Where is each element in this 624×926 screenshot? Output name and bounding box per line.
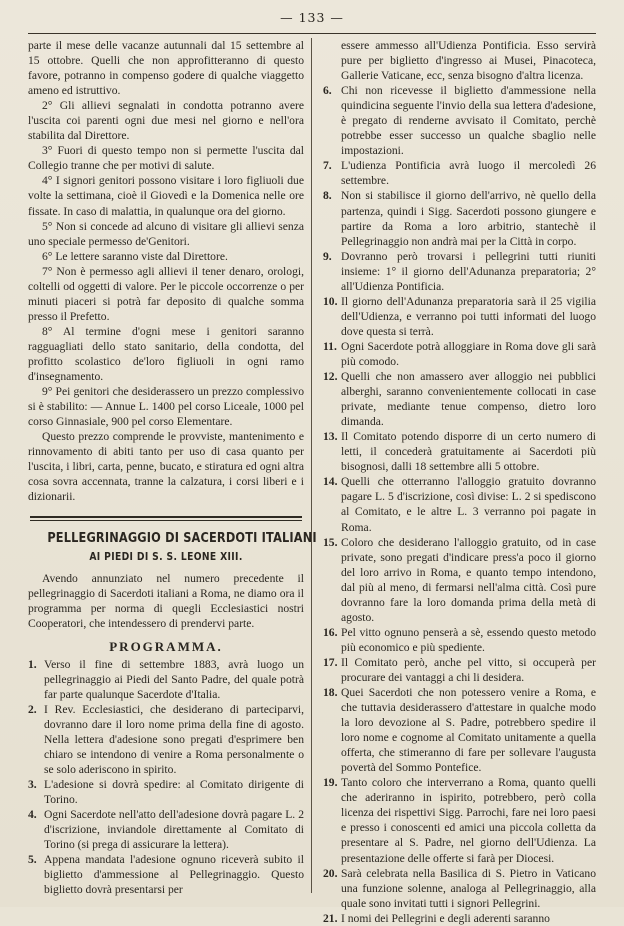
paragraph: 7° Non è permesso agli allievi il tener denaro, orologi, coltelli od oggetti di valore. Per le piccole occorrenze o per minuti piaceri si potrà far deposito di qualche somma presso il Prefetto. <box>28 264 304 323</box>
programma-item <box>323 429 596 474</box>
programma-item <box>323 474 596 534</box>
item-text: I Rev. Ecclesiastici, che desiderano di parteciparvi, dovranno dare il loro nome prima della fine di agosto. Nella lettera d'adesione sono pregati d'esprimere ben chiaro se intendono di venire a Roma personalmente o se solo aderiscono in spirito. <box>44 702 304 777</box>
page-number: — 133 — <box>280 10 344 25</box>
item-number: 19. <box>323 776 338 790</box>
item-number: 12. <box>323 370 338 384</box>
paragraph: 6° Le lettere saranno viste dal Direttore. <box>42 249 228 263</box>
item-text: Ogni Sacerdote potrà alloggiare in Roma dove gli sarà più comodo. <box>341 339 596 368</box>
programma-item <box>28 702 304 777</box>
programma-item <box>323 249 596 294</box>
item-number: 20. <box>323 866 338 880</box>
programma-item <box>323 188 596 248</box>
item-number: 16. <box>323 625 338 639</box>
item-number: 8. <box>323 189 332 203</box>
item-text: Il giorno dell'Adunanza preparatoria sarà il 25 vigilia dell'Udienza, e verranno poi tutti informati del luogo dove questa si terrà. <box>341 294 596 338</box>
item-number: 14. <box>323 475 338 489</box>
item-text: Dovranno però trovarsi i pellegrini tutti riuniti insieme: 1° il giorno dell'Adunanza preparatoria; 2° all'Udienza Pontificia. <box>341 249 596 293</box>
section-rule <box>30 516 302 518</box>
paragraph: parte il mese delle vacanze autunnali dal 15 settembre al 15 ottobre. Quelli che non approfitteranno di questo favore, potranno in compenso godere di qualche viaggetto ameno ed istruttivo. <box>28 39 304 98</box>
item-number: 2. <box>28 702 37 716</box>
programma-item <box>323 369 596 429</box>
paragraph: 3° Fuori di questo tempo non si permette l'uscita dal Collegio tranne che per motivi di salute. <box>28 144 304 173</box>
paragraph: 4° I signori genitori possono visitare i loro figliuoli due volte la settimana, cioè il Giovedì e la Domenica nelle ore fissate. In caso di malattia, in qualunque ora del giorno. <box>28 174 304 218</box>
item-number: 7. <box>323 159 332 173</box>
item-number: 4. <box>28 808 37 822</box>
item-number: 3. <box>28 778 37 792</box>
programma-item <box>323 83 596 158</box>
paragraph: 2° Gli allievi segnalati in condotta potranno avere l'uscita coi parenti ogni due mesi nel giorno e nell'ora stabilita dal Direttore. <box>28 99 304 143</box>
paragraph: 8° Al termine d'ogni mese i genitori saranno ragguagliati dello stato sanitario, della condotta, del profitto scolastico de'loro figliuoli in ogni ramo d'insegnamento. <box>28 324 304 384</box>
item-text: Il Comitato potendo disporre di un certo numero di letti, il concederà gratuitamente ai Sacerdoti più bisognosi, dalli 18 settembre alli 5 ottobre. <box>341 430 596 474</box>
item-text: Verso il fine di settembre 1883, avrà luogo un pellegrinaggio ai Piedi del Santo Padre, del quale potrà far parte qualunque Sacerdote d'Italia. <box>44 657 304 701</box>
item-text: I nomi dei Pellegrini e degli aderenti saranno <box>341 911 550 925</box>
item-text: Quelli che non amassero aver alloggio nei pubblici alberghi, saranno convenientemente collocati in case private, mediante tenue compenso, dietro loro dimanda. <box>341 370 596 429</box>
item-text: Appena mandata l'adesione ognuno riceverà subito il biglietto d'ammessione al Pellegrinaggio. Questo biglietto dovrà presentarsi per <box>44 853 304 897</box>
programma-item <box>323 911 596 926</box>
item-number: 6. <box>323 84 332 98</box>
programma-item <box>28 777 304 807</box>
item-text: L'udienza Pontificia avrà luogo il mercoledì 26 settembre. <box>341 159 596 188</box>
item-number: 9. <box>323 249 332 263</box>
item-text: Coloro che desiderano l'alloggio gratuito, od in case private, sono pregati d'indicare press'a poco il giorno del loro arrivo in Roma, e quanto tempo intendono, dal più al meno, di fermarsi nell'alma città. Così pure dovranno fare la loro domanda prima della metà di agosto. <box>341 535 596 624</box>
continuation-paragraph: essere ammesso all'Udienza Pontificia. Esso servirà pure per biglietto d'ingresso ai Musei, Pinacoteca, Gallerie Vaticane, ecc, senza bisogno d'altra licenza. <box>341 39 596 83</box>
section-subtitle: AI PIEDI DI S. S. LEONE XIII. <box>89 551 243 563</box>
paragraph: 5° Non si concede ad alcuno di visitare gli allievi senza uno speciale permesso de'Genitori. <box>28 219 304 248</box>
right-column <box>323 38 596 926</box>
programma-item <box>323 294 596 339</box>
paragraph: Questo prezzo comprende le provviste, mantenimento e rinnovamento di abiti tanto per uso di casa quanto per l'uscita, i libri, carta, penne, bucato, e stiratura ed ogni altra cosa sovra accennata, tranne la calzatura, i corsi liberi e i dizionarii. <box>28 430 304 504</box>
item-number: 21. <box>323 911 338 925</box>
section-title: PELLEGRINAGGIO DI SACERDOTI ITALIANI <box>47 531 317 547</box>
item-number: 11. <box>323 339 337 353</box>
programma-item <box>323 625 596 655</box>
item-number: 17. <box>323 655 338 669</box>
column-divider <box>311 38 312 893</box>
item-number: 10. <box>323 294 338 308</box>
section-rule-thin <box>30 520 302 521</box>
item-text: Quelli che otterranno l'alloggio gratuito dovranno pagare L. 5 d'iscrizione, così divise: L. 2 si spediscono al Comitato, e le altre L. 3 verranno poi pagate in Roma. <box>341 475 596 534</box>
left-column <box>28 38 317 898</box>
programma-item <box>28 657 304 702</box>
programma-item <box>323 339 596 369</box>
programma-item <box>323 655 596 685</box>
programma-item <box>28 852 304 897</box>
item-number: 18. <box>323 686 338 700</box>
programma-item <box>323 866 596 911</box>
item-number: 1. <box>28 657 37 671</box>
item-text: L'adesione si dovrà spedire: al Comitato dirigente di Torino. <box>44 778 304 807</box>
item-number: 13. <box>323 430 338 444</box>
item-text: Chi non ricevesse il biglietto d'ammessione nella quindicina seguente l'invio della sua lettera d'adesione, è pregato di renderne avvisato il Comitato, perchè potrebbe esser successo un qualche sbaglio nelle impostazioni. <box>341 84 596 158</box>
programma-item <box>28 807 304 852</box>
item-text: Ogni Sacerdote nell'atto dell'adesione dovrà pagare L. 2 d'iscrizione, inviandole direttamente al Comitato di Torino (si prega di assicurare la lettera). <box>44 808 304 852</box>
item-text: Tanto coloro che interverrano a Roma, quanto quelli che aderiranno in ispirito, potrebbero, però colla licenza dei rispettivi Sigg. Parrochi, fare nei loro paesi e presso i conoscenti ed amici una piccola colletta da presentare al S. Padre, nel giorno dell'Udienza. La presentazione delle offerte si farà per Diocesi. <box>341 776 596 865</box>
item-number: 5. <box>28 853 37 867</box>
item-text: Pel vitto ognuno penserà a sè, essendo questo metodo più economico e più spediente. <box>341 625 596 654</box>
intro-paragraph: Avendo annunziato nel numero precedente il pellegrinaggio di Sacerdoti italiani a Roma, ne diamo ora il programma per norma di quegli Ecclesiastici nostri Cooperatori, che intendessero di prendervi parte. <box>28 571 304 630</box>
programma-title: PROGRAMMA. <box>109 638 223 654</box>
item-text: Quei Sacerdoti che non potessero venire a Roma, e che tuttavia desiderassero d'attestare in qualche modo la loro devozione al S. Padre, potrebbero spedire il loro nome e cognome al Comitato unitamente a quella offerta, che stimeranno di fare per sollevare l'augusta povertà del Sommo Pontefice. <box>341 686 596 775</box>
programma-item <box>323 775 596 865</box>
item-text: Sarà celebrata nella Basilica di S. Pietro in Vaticano una funzione solenne, analoga al Pellegrinaggio, alla quale sono invitati tutti i signori Pellegrini. <box>341 866 596 910</box>
programma-item <box>323 158 596 188</box>
programma-item <box>323 685 596 775</box>
header-rule <box>28 33 596 34</box>
programma-item <box>323 535 596 625</box>
item-text: Non si stabilisce il giorno dell'arrivo, nè quello della partenza, quindi i Sigg. Sacerdoti possono giungere e partire da Roma a loro arbitrio, stantechè il Pellegrinaggio non andrà mai per la Città in corpo. <box>341 189 596 248</box>
item-number: 15. <box>323 535 338 549</box>
paragraph: 9° Pei genitori che desiderassero un prezzo complessivo si è stabilito: — Annue L. 1400 pel corso Liceale, 1000 pel corso Ginnasiale, 900 pel corso Elementare. <box>28 385 304 429</box>
item-text: Il Comitato però, anche pel vitto, si occuperà per procurare dei vantaggi a chi li desidera. <box>341 655 596 684</box>
